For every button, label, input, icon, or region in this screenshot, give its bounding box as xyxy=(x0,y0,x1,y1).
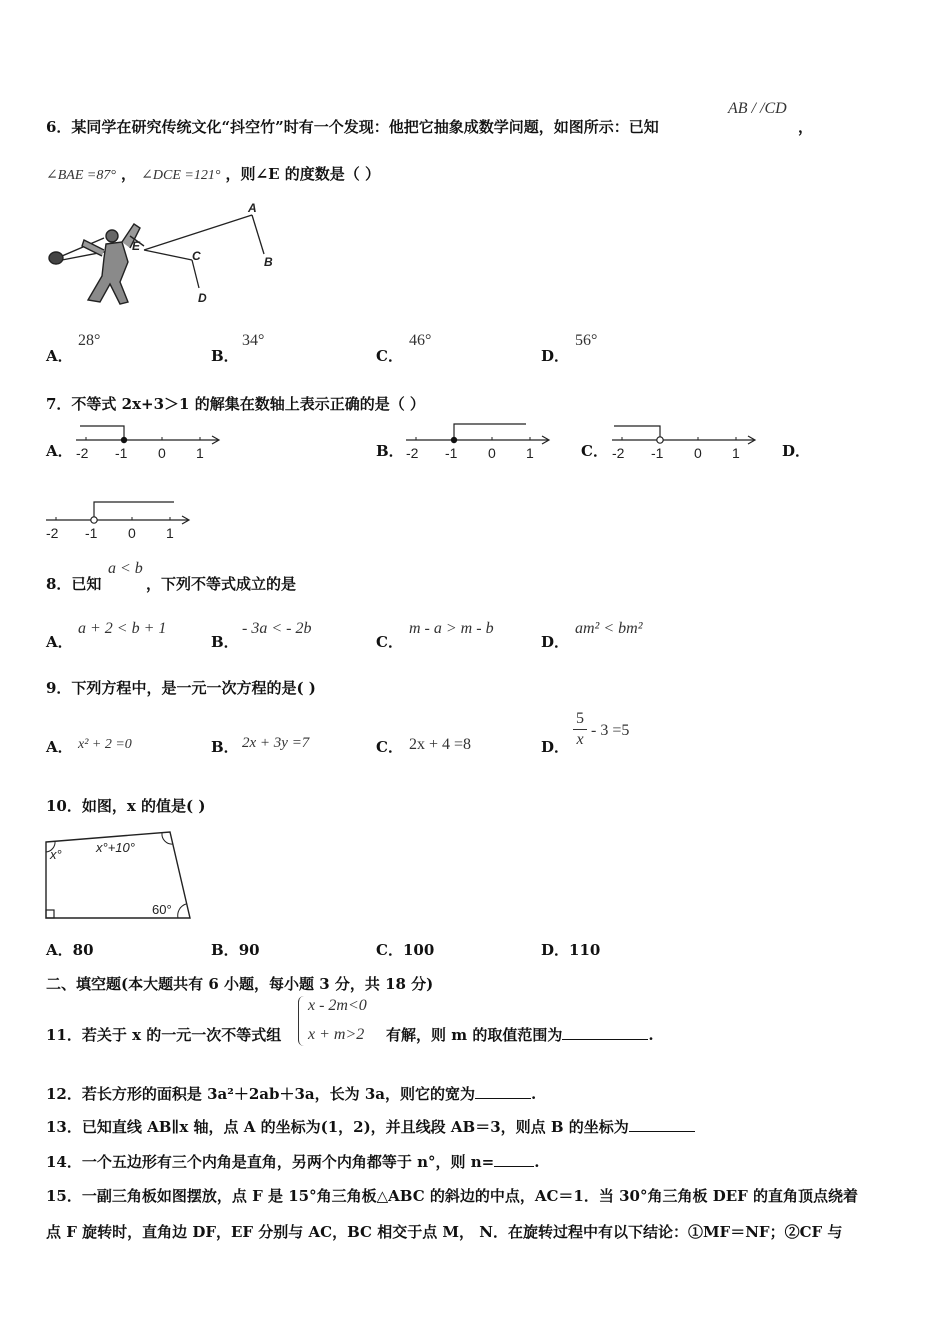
q11-pre: 11．若关于 x 的一元一次不等式组 xyxy=(46,1026,282,1044)
q6-comma: ， xyxy=(798,118,814,136)
q14-answer-blank[interactable] xyxy=(494,1152,534,1167)
q8-option-a[interactable]: A． xyxy=(46,633,73,651)
segment-AB xyxy=(252,215,264,254)
hollow-dot xyxy=(657,437,663,443)
q11-post: 有解，则 m 的取值范围为 . xyxy=(386,1026,654,1044)
q10-option-b[interactable]: B．90 xyxy=(211,941,260,959)
q11-inequality-2: x + m>2 xyxy=(308,1026,365,1043)
q6-angle1: ∠BAE =87° xyxy=(46,168,116,183)
svg-text:0: 0 xyxy=(694,445,702,461)
fraction-denominator: x xyxy=(576,731,584,748)
q8-option-b[interactable]: B． xyxy=(211,633,239,651)
svg-text:1: 1 xyxy=(732,445,740,461)
q8-condition: a < b xyxy=(108,560,143,577)
q6-option-a-value: 28° xyxy=(78,332,101,349)
q9-option-a-value: x² + 2 =0 xyxy=(78,737,132,752)
q7-option-a[interactable]: A． xyxy=(46,442,73,460)
q7-numberline-c xyxy=(610,420,760,464)
svg-text:-1: -1 xyxy=(115,445,128,461)
segment-CD xyxy=(192,260,199,288)
q9-option-a[interactable]: A． xyxy=(46,738,73,756)
q6-option-c-value: 46° xyxy=(409,332,432,349)
q13-answer-blank[interactable] xyxy=(629,1117,695,1132)
q10-option-a[interactable]: A．80 xyxy=(46,941,94,959)
q6-option-b-value: 34° xyxy=(242,332,265,349)
q6-given: AB / /CD xyxy=(728,100,787,117)
q6-option-b[interactable]: B． xyxy=(211,347,239,365)
q8-option-d-value: am² < bm² xyxy=(575,620,643,637)
diabolo-player-figure xyxy=(49,224,144,304)
q14: 14．一个五边形有三个内角是直角，另两个内角都等于 n°，则 n= . xyxy=(46,1153,540,1171)
q6-angle2: ∠DCE =121° xyxy=(141,168,221,183)
svg-text:-2: -2 xyxy=(46,525,59,540)
solid-dot xyxy=(121,437,127,443)
q6-line2: ∠BAE =87° ， ∠DCE =121° ，则∠E 的度数是（ ） xyxy=(46,165,380,183)
q6-figure xyxy=(44,198,284,310)
angle-label-x10: x°+10° xyxy=(96,840,135,855)
q9-stem: 9．下列方程中，是一元一次方程的是( ) xyxy=(46,679,316,697)
q9-option-d-fraction xyxy=(573,710,587,749)
right-angle-mark xyxy=(46,910,54,918)
q6-option-a[interactable]: A． xyxy=(46,347,73,365)
q13: 13．已知直线 AB∥x 轴，点 A 的坐标为(1，2)，并且线段 AB＝3，则点 B 的坐标为 xyxy=(46,1116,695,1137)
svg-text:-2: -2 xyxy=(612,445,625,461)
svg-text:-1: -1 xyxy=(651,445,664,461)
q9-option-d-rest: - 3 =5 xyxy=(591,722,630,739)
q9-option-c[interactable]: C． xyxy=(376,738,403,756)
label-A: A xyxy=(248,201,257,215)
q6-option-d[interactable]: D． xyxy=(541,347,570,365)
svg-text:0: 0 xyxy=(488,445,496,461)
q10-stem: 10．如图，x 的值是( ) xyxy=(46,797,206,815)
hollow-dot xyxy=(91,517,97,523)
q7-numberline-a xyxy=(74,420,224,464)
q8-stem-pre: 8．已知 xyxy=(46,575,102,593)
q11-answer-blank[interactable] xyxy=(562,1025,648,1040)
segment-EC xyxy=(144,250,192,260)
angle-label-x: x° xyxy=(50,847,62,862)
q7-stem: 7．不等式 2x+3＞1 的解集在数轴上表示正确的是（ ） xyxy=(46,395,425,413)
q8-option-c-value: m - a > m - b xyxy=(409,620,494,637)
q7-numberline-b xyxy=(404,420,554,464)
q7-numberline-d xyxy=(44,496,194,540)
q6-option-c[interactable]: C． xyxy=(376,347,403,365)
q8-option-d[interactable]: D． xyxy=(541,633,570,651)
label-C: C xyxy=(192,249,201,263)
q9-option-b-value: 2x + 3y =7 xyxy=(242,735,310,751)
section-2-heading: 二、填空题(本大题共有 6 小题，每小题 3 分，共 18 分) xyxy=(46,975,434,993)
q7-option-c[interactable]: C． xyxy=(581,442,608,460)
q11-inequality-1: x - 2m<0 xyxy=(308,997,367,1014)
q9-option-d[interactable]: D． xyxy=(541,738,570,756)
q9-option-b[interactable]: B． xyxy=(211,738,239,756)
svg-text:0: 0 xyxy=(128,525,136,540)
q10-figure xyxy=(40,824,200,924)
q9-option-c-value: 2x + 4 =8 xyxy=(409,736,472,753)
q8-option-c[interactable]: C． xyxy=(376,633,403,651)
q11-system-brace xyxy=(298,996,305,1046)
q7-option-d[interactable]: D． xyxy=(782,442,811,460)
svg-text:1: 1 xyxy=(526,445,534,461)
q15-line2: 点 F 旋转时，直角边 DF，EF 分别与 AC，BC 相交于点 M， N．在旋转过程中有以下结论：①MF＝NF；②CF 与 xyxy=(46,1223,843,1241)
q7-option-b[interactable]: B． xyxy=(376,442,404,460)
label-B: B xyxy=(264,255,273,269)
q6-stem xyxy=(46,116,659,137)
q8-stem-post: ，下列不等式成立的是 xyxy=(146,575,297,593)
svg-text:-2: -2 xyxy=(76,445,89,461)
q15-line1: 15．一副三角板如图摆放，点 F 是 15°角三角板△ABC 的斜边的中点，AC＝1．当 30°角三角板 DEF 的直角顶点绕着 xyxy=(46,1187,859,1205)
q6-stem-text: 6．某同学在研究传统文化“抖空竹”时有一个发现：他把它抽象成数学问题，如图所示：已知 xyxy=(46,118,659,136)
q8-option-b-value: - 3a < - 2b xyxy=(242,620,312,637)
q6-tail: ，则∠E 的度数是（ ） xyxy=(225,165,380,183)
label-E: E xyxy=(132,239,141,253)
q10-option-c[interactable]: C．100 xyxy=(376,941,435,959)
segment-EA xyxy=(144,215,252,250)
svg-text:1: 1 xyxy=(196,445,204,461)
q12: 12．若长方形的面积是 3a²＋2ab＋3a，长为 3a，则它的宽为 . xyxy=(46,1085,537,1103)
fraction-numerator: 5 xyxy=(576,710,584,727)
q10-option-d[interactable]: D．110 xyxy=(541,941,601,959)
solid-dot xyxy=(451,437,457,443)
svg-text:1: 1 xyxy=(166,525,174,540)
q12-answer-blank[interactable] xyxy=(475,1084,531,1099)
svg-text:-2: -2 xyxy=(406,445,419,461)
label-D: D xyxy=(198,291,207,305)
svg-text:0: 0 xyxy=(158,445,166,461)
q6-option-d-value: 56° xyxy=(575,332,598,349)
angle-label-60: 60° xyxy=(152,902,172,917)
svg-text:-1: -1 xyxy=(445,445,458,461)
svg-text:-1: -1 xyxy=(85,525,98,540)
q8-option-a-value: a + 2 < b + 1 xyxy=(78,620,167,637)
